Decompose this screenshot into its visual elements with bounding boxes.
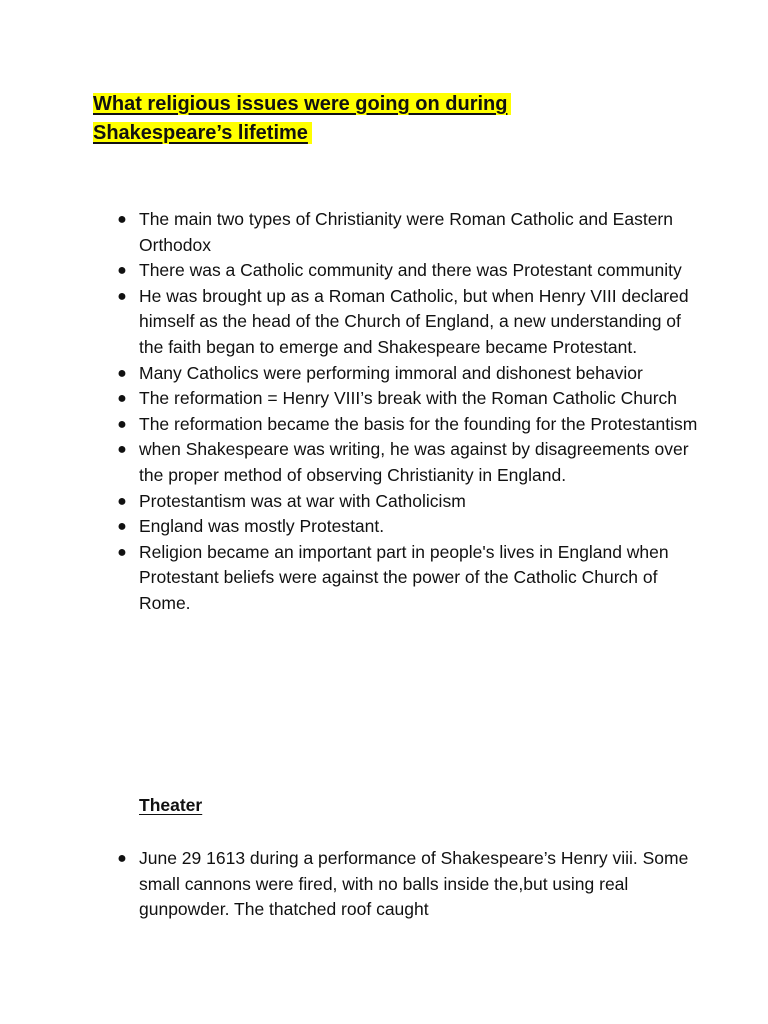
bullet-icon: ● [117, 415, 127, 433]
bullet-icon: ● [117, 390, 127, 408]
list-item [117, 412, 699, 438]
list-item-text: The reformation became the basis for the founding for the Protestantism [139, 413, 698, 434]
list-item-text: when Shakespeare was writing, he was against by disagreements over the proper method of observing Christianity in England. [139, 439, 689, 485]
list-item [117, 284, 699, 361]
list-item [117, 437, 699, 488]
list-item [117, 489, 699, 515]
bullet-icon: ● [117, 441, 127, 459]
list-item [117, 540, 699, 617]
highlighted-title-line-2: Shakespeare’s lifetime [93, 122, 312, 144]
bullet-icon: ● [117, 211, 127, 228]
section-heading-theater: Theater [139, 795, 203, 815]
list-item [117, 846, 699, 923]
bullet-icon: ● [117, 850, 127, 867]
list-item-text: Protestantism was at war with Catholicism [139, 490, 466, 511]
list-item-text: June 29 1613 during a performance of Shakespeare’s Henry viii. Some small cannons were fired, with no balls inside the,but using real gunpowder. The thatched roof caught [139, 848, 689, 920]
religion-bullet-list [117, 207, 699, 617]
list-item [117, 386, 699, 412]
bullet-icon: ● [117, 287, 127, 305]
list-item-text: Religion became an important part in people's lives in England when Protestant beliefs were against the power of the Catholic Church of Rome. [139, 541, 669, 613]
list-item [117, 258, 699, 284]
list-item [117, 207, 699, 258]
list-item [117, 361, 699, 387]
bullet-icon: ● [117, 262, 127, 280]
list-item-text: He was brought up as a Roman Catholic, but when Henry VIII declared himself as the head of the Church of England, a new understanding of the faith began to emerge and Shakespeare became Protestant. [139, 285, 689, 357]
highlighted-title-line-1: What religious issues were going on during [93, 93, 511, 115]
list-item [117, 514, 699, 540]
list-item-text: England was mostly Protestant. [139, 516, 385, 537]
bullet-icon: ● [117, 492, 127, 510]
list-item-text: The reformation = Henry VIII’s break with the Roman Catholic Church [139, 388, 678, 409]
theater-bullet-list [117, 846, 699, 923]
page-title [93, 90, 653, 148]
bullet-icon: ● [117, 518, 127, 536]
list-item-text: The main two types of Christianity were Roman Catholic and Eastern Orthodox [139, 209, 673, 255]
bullet-icon: ● [117, 543, 127, 561]
bullet-icon: ● [117, 364, 127, 382]
list-item-text: Many Catholics were performing immoral and dishonest behavior [139, 362, 643, 383]
list-item-text: There was a Catholic community and there was Protestant community [139, 260, 682, 281]
